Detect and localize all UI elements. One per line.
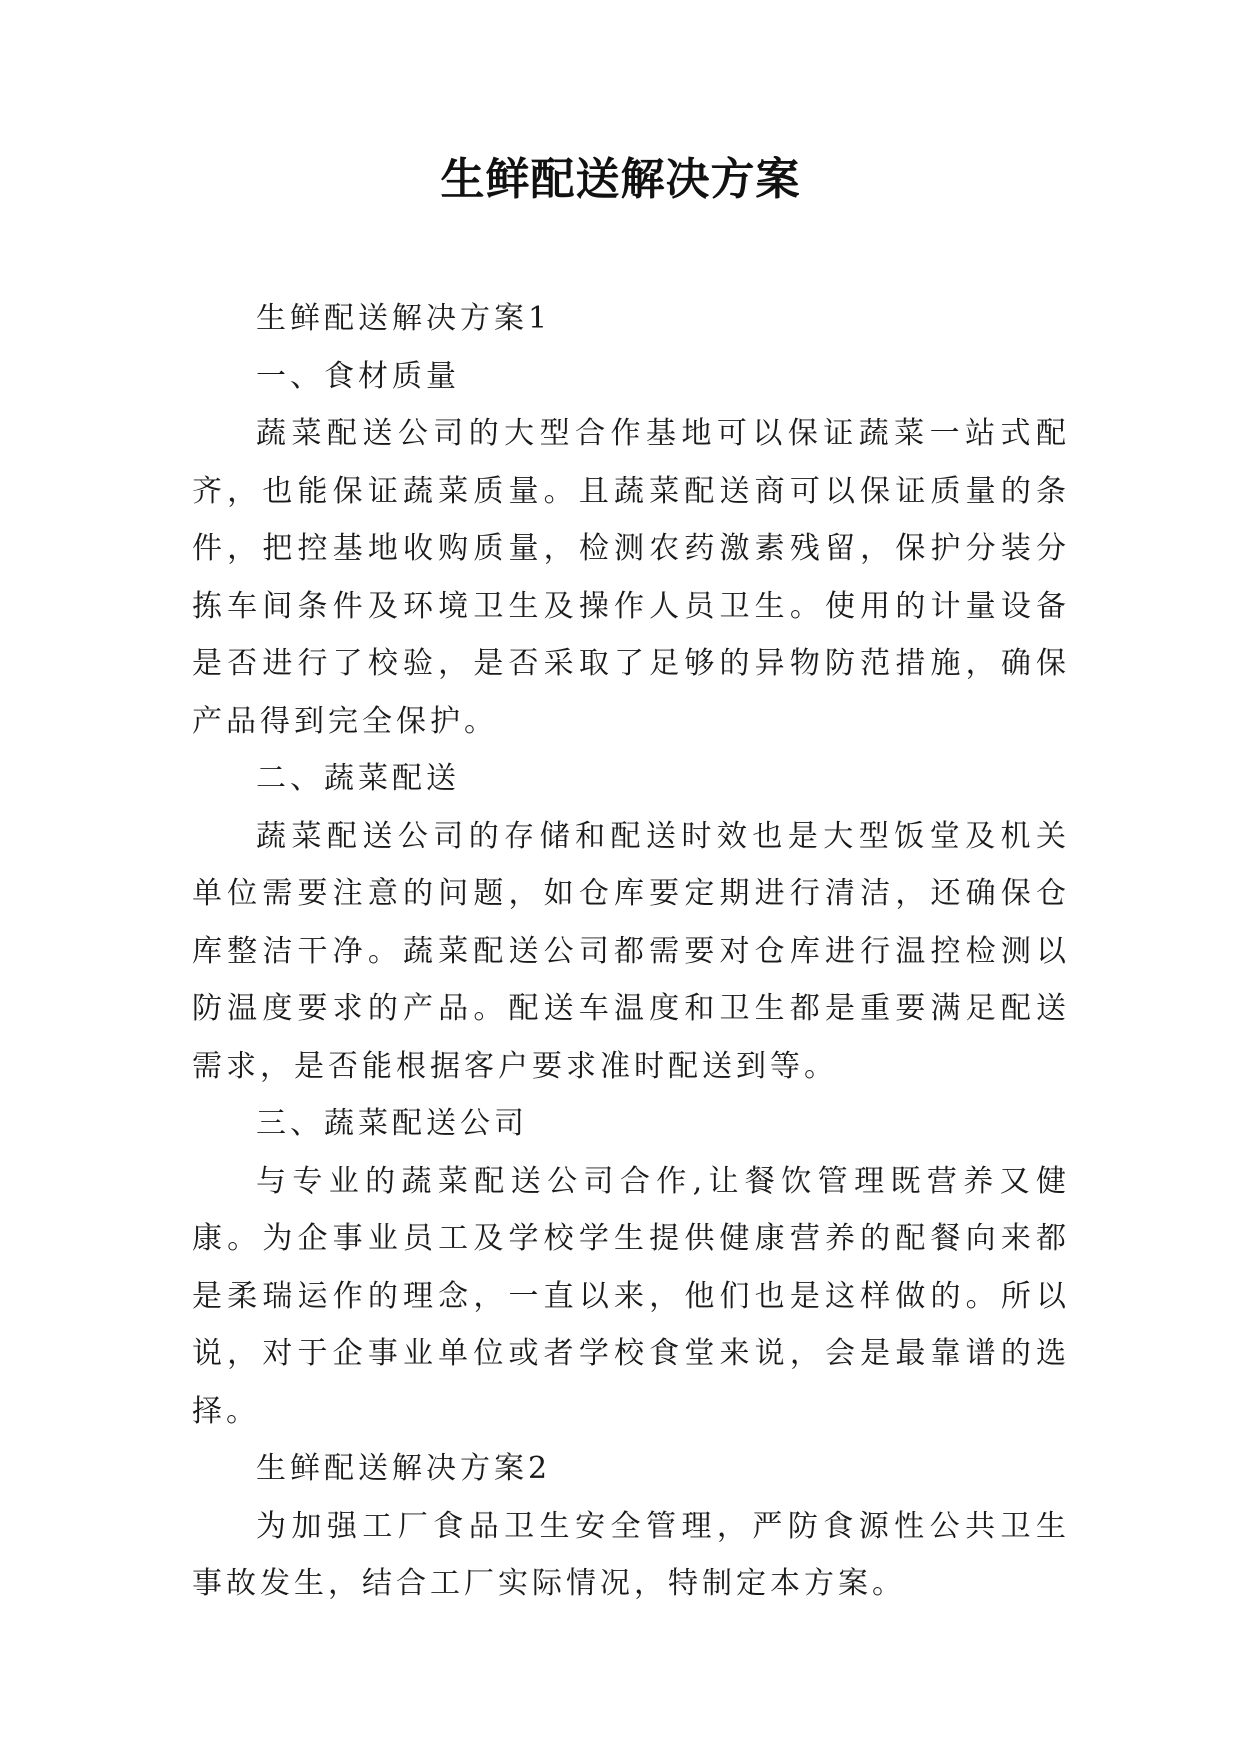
paragraph-delivery-company: 与专业的蔬菜配送公司合作,让餐饮管理既营养又健康。为企事业员工及学校学生提供健康营养的配餐向来都是柔瑞运作的理念，一直以来，他们也是这样做的。所以说，对于企事业单位或者学校食堂来说，会是最靠谱的选择。 [192, 1163, 1070, 1429]
document-body [192, 290, 1070, 1613]
paragraph-plan-2-intro: 为加强工厂食品卫生安全管理，严防食源性公共卫生事故发生，结合工厂实际情况，特制定本方案。 [192, 1508, 1070, 1601]
paragraph-food-quality: 蔬菜配送公司的大型合作基地可以保证蔬菜一站式配齐，也能保证蔬菜质量。且蔬菜配送商可以保证质量的条件，把控基地收购质量，检测农药激素残留，保护分装分拣车间条件及环境卫生及操作人员卫生。使用的计量设备是否进行了校验，是否采取了足够的异物防范措施，确保产品得到完全保护。 [192, 416, 1070, 739]
section-heading-vegetable-delivery: 二、蔬菜配送 [256, 761, 460, 796]
section-heading-delivery-company: 三、蔬菜配送公司 [256, 1106, 528, 1141]
section-heading-food-quality: 一、食材质量 [256, 358, 460, 394]
section-heading-plan-2: 生鲜配送解决方案2 [256, 1451, 552, 1486]
section-heading-plan-1: 生鲜配送解决方案1 [256, 301, 552, 336]
document-title: 生鲜配送解决方案 [440, 154, 801, 205]
paragraph-vegetable-delivery: 蔬菜配送公司的存储和配送时效也是大型饭堂及机关单位需要注意的问题，如仓库要定期进行清洁，还确保仓库整洁干净。蔬菜配送公司都需要对仓库进行温控检测以防温度要求的产品。配送车温度和卫生都是重要满足配送需求，是否能根据客户要求准时配送到等。 [192, 818, 1070, 1084]
